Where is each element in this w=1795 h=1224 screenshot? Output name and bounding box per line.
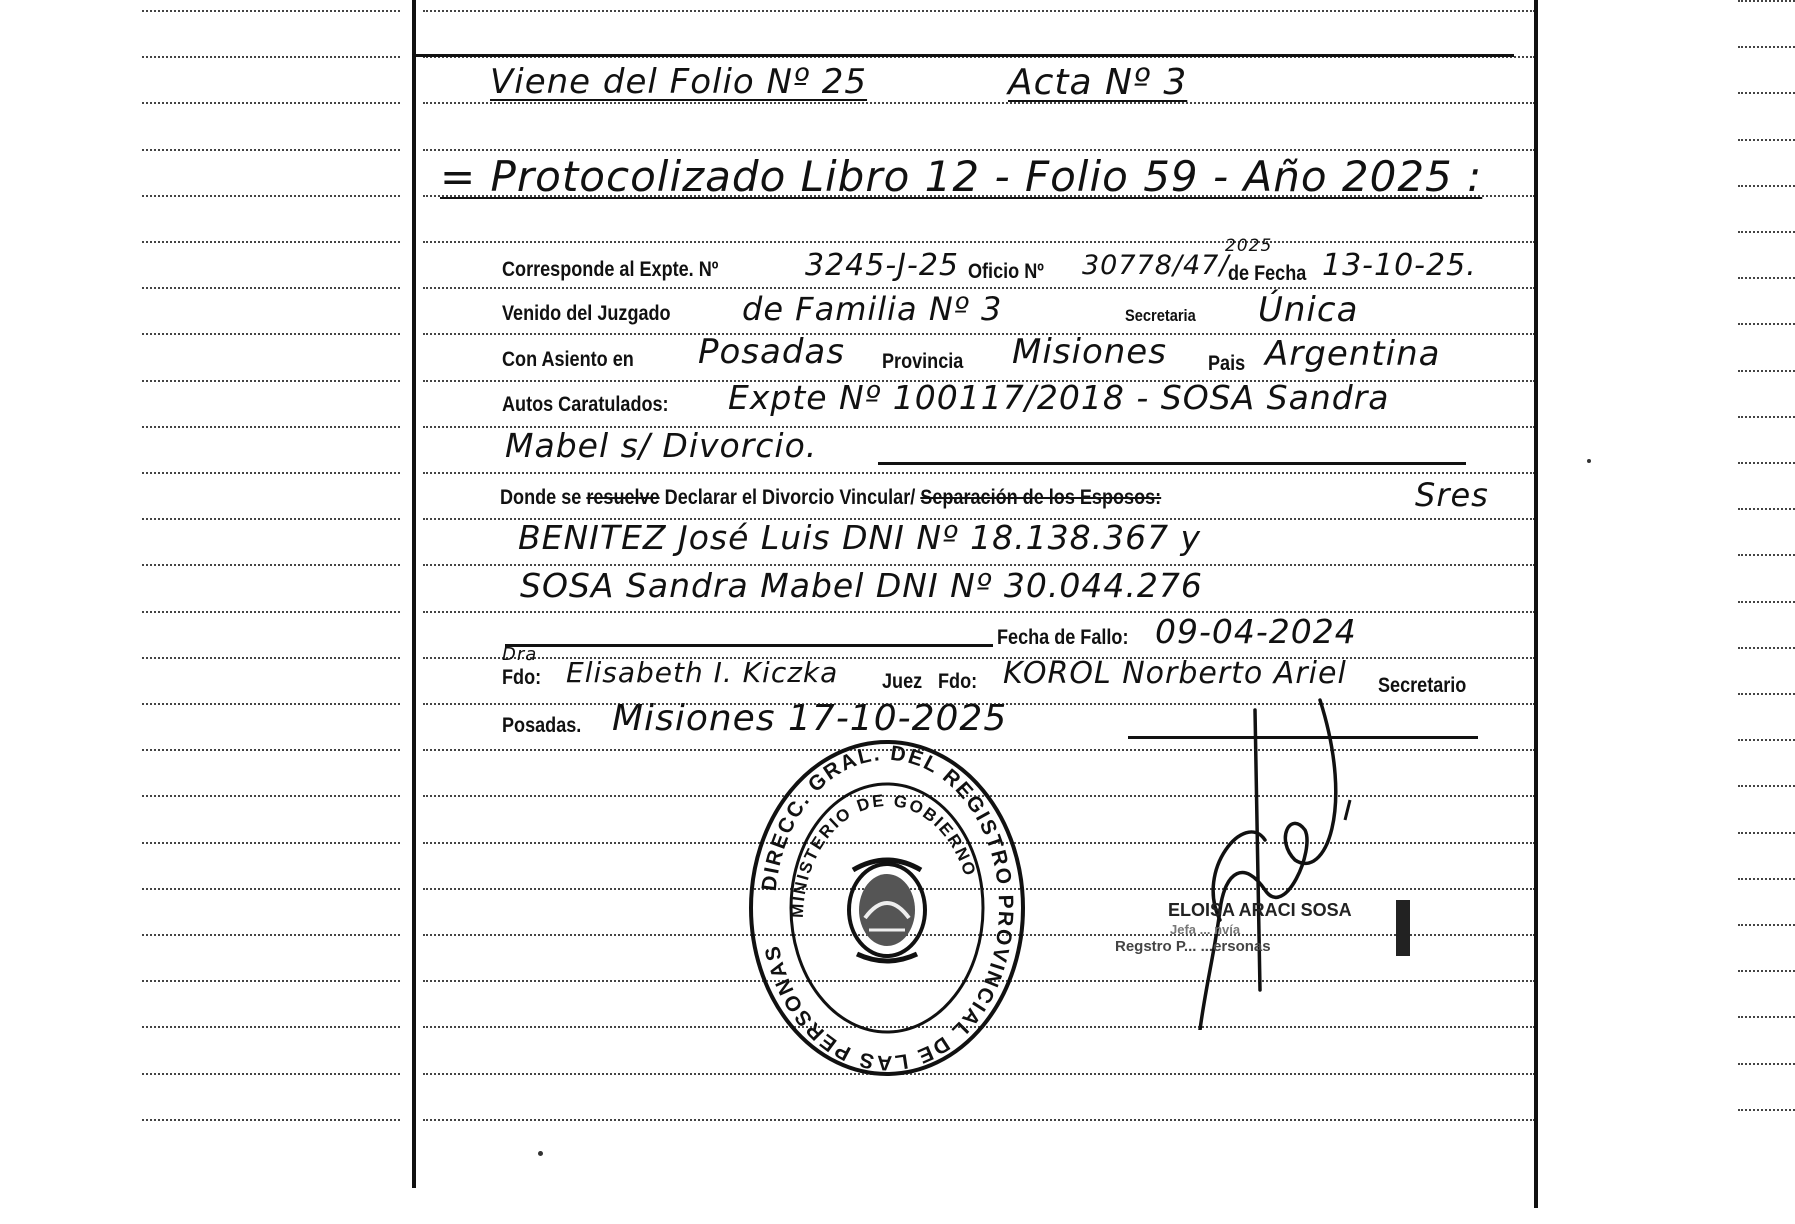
ruled-line [423, 472, 1535, 474]
ruled-line [1738, 139, 1795, 141]
expte-value: 3245-J-25 [805, 248, 960, 283]
ruled-line [1738, 970, 1795, 972]
donde-value: Sres [1415, 476, 1489, 514]
secretario-label: Secretario [1378, 674, 1467, 697]
ruled-line [1738, 785, 1795, 787]
seal-outer-text: DIRECC. GRAL. DEL REGISTRO PROVINCIAL DE LAS PERSONAS [757, 741, 1018, 1075]
ruled-line [1738, 693, 1795, 695]
autos-value-1: Expte Nº 100117/2018 - SOSA Sandra [728, 378, 1390, 417]
left-frame-line [412, 0, 416, 1188]
ruled-line [142, 934, 400, 936]
secretario-value: KOROL Norberto Ariel [1003, 656, 1347, 691]
right-frame-line [1534, 0, 1538, 1208]
venido-label: Venido del Juzgado [502, 302, 671, 325]
posadas-label: Posadas. [502, 714, 582, 737]
ruled-line [142, 888, 400, 890]
ruled-line [423, 241, 1535, 243]
fecha-value: 13-10-25. [1322, 248, 1477, 283]
ruled-line [1738, 416, 1795, 418]
ruled-line [1738, 92, 1795, 94]
provincia-label: Provincia [882, 350, 964, 373]
ruled-line [142, 102, 400, 104]
juzgado-value: de Familia Nº 3 [742, 290, 1003, 328]
ruled-line [423, 10, 1535, 12]
ruled-line [423, 287, 1535, 289]
provincia-value: Misiones [1012, 332, 1167, 372]
autos-value-2: Mabel s/ Divorcio. [505, 426, 818, 465]
pais-value: Argentina [1265, 334, 1441, 374]
ruled-line [1738, 46, 1795, 48]
ruled-line [1738, 554, 1795, 556]
ruled-line [142, 749, 400, 751]
ruled-line [142, 980, 400, 982]
posadas-value: Misiones 17-10-2025 [612, 698, 1008, 739]
ruled-line [142, 518, 400, 520]
ruled-line [142, 657, 400, 659]
ruled-line [142, 241, 400, 243]
handwritten-signature [1115, 690, 1375, 1030]
ruled-line [1738, 1063, 1795, 1065]
oficio-label: Oficio Nº [968, 260, 1044, 283]
ruled-line [142, 842, 400, 844]
viene-del-folio: Viene del Folio Nº 25 [490, 62, 868, 102]
juez-value: Elisabeth I. Kiczka [566, 656, 839, 689]
ruled-line [142, 564, 400, 566]
ruled-line [1738, 1109, 1795, 1111]
ruled-line [1738, 739, 1795, 741]
fecha-fallo-label: Fecha de Fallo: [997, 626, 1129, 649]
autos-fill-line [878, 462, 1466, 465]
donde-label-1: Donde se [500, 486, 582, 509]
ruled-line [142, 149, 400, 151]
ruled-line [142, 56, 400, 58]
ruled-line [1738, 601, 1795, 603]
seal-inner-text: MINISTERIO DE GOBIERNO [787, 790, 980, 919]
ruled-line [423, 1119, 1535, 1121]
signatory-name: ELOISA ARACI SOSA [1168, 900, 1352, 920]
fdo-dra: Dra [502, 644, 538, 665]
asiento-value: Posadas [698, 332, 845, 372]
juez-label: Juez [882, 670, 923, 693]
ruled-line [142, 1026, 400, 1028]
ruled-line [1738, 647, 1795, 649]
party-1: BENITEZ José Luis DNI Nº 18.138.367 y [518, 518, 1202, 557]
left-margin-ruling [142, 0, 400, 1224]
party-2: SOSA Sandra Mabel DNI Nº 30.044.276 [520, 566, 1203, 605]
stray-mark [538, 1151, 543, 1156]
ruled-line [1738, 277, 1795, 279]
fecha-label: de Fecha [1228, 262, 1307, 285]
donde-struck-2: Separación de los Esposos: [920, 486, 1162, 509]
header-rule [416, 54, 1514, 57]
autos-label: Autos Caratulados: [502, 393, 669, 416]
fallo-fill-line [505, 644, 993, 647]
ruled-line [1738, 323, 1795, 325]
oficio-year: 2025 [1225, 236, 1273, 256]
signatory-office: Regstro P... ...ersonas [1115, 938, 1271, 955]
ruled-line [142, 333, 400, 335]
ruled-line [1738, 508, 1795, 510]
ruled-line [1738, 185, 1795, 187]
seal-svg [745, 738, 1030, 1078]
asiento-label: Con Asiento en [502, 348, 634, 371]
ruled-line [142, 1119, 400, 1121]
seal-emblem [849, 860, 925, 961]
ruled-line [142, 287, 400, 289]
donde-struck-1: resuelve [586, 486, 660, 509]
ruled-line [142, 795, 400, 797]
official-seal-stamp [745, 738, 1030, 1078]
donde-label [500, 486, 1161, 510]
ruled-line [1738, 370, 1795, 372]
pais-label: Pais [1208, 352, 1246, 375]
secretaria-label: Secretaria [1125, 306, 1196, 325]
ruled-line [1738, 462, 1795, 464]
right-margin-ruling [1738, 0, 1795, 1224]
ruled-line [423, 611, 1535, 613]
ruled-line [142, 472, 400, 474]
ruled-line [1738, 832, 1795, 834]
signature-svg [1115, 690, 1375, 1030]
ruled-line [423, 102, 1535, 104]
signatory-title: Jefa ... nvía [1170, 922, 1241, 937]
ruled-line [142, 703, 400, 705]
ruled-line [1738, 231, 1795, 233]
protocolizado-line: = Protocolizado Libro 12 - Folio 59 - Año 2025 : [440, 152, 1483, 201]
fdo-label: Fdo: [502, 666, 542, 689]
ruled-line [1738, 924, 1795, 926]
ruled-line [1738, 1016, 1795, 1018]
corresponde-label: Corresponde al Expte. Nº [502, 258, 719, 281]
secretaria-value: Única [1258, 290, 1359, 330]
stray-mark [1587, 459, 1591, 463]
ruled-line [142, 1073, 400, 1075]
ruled-line [142, 195, 400, 197]
ruled-line [142, 426, 400, 428]
ruled-line [423, 149, 1535, 151]
acta-number: Acta Nº 3 [1008, 62, 1188, 103]
ruled-line [142, 611, 400, 613]
ruled-line [142, 10, 400, 12]
ruled-line [1738, 0, 1795, 2]
donde-label-2: Declarar el Divorcio Vincular/ [664, 486, 916, 509]
ruled-line [142, 380, 400, 382]
oficio-value: 30778/47/ [1082, 250, 1230, 281]
fecha-fallo-value: 09-04-2024 [1155, 612, 1357, 651]
ruled-line [1738, 878, 1795, 880]
stamp-ink-bar [1396, 900, 1410, 956]
fdo2-label: Fdo: [938, 670, 978, 693]
